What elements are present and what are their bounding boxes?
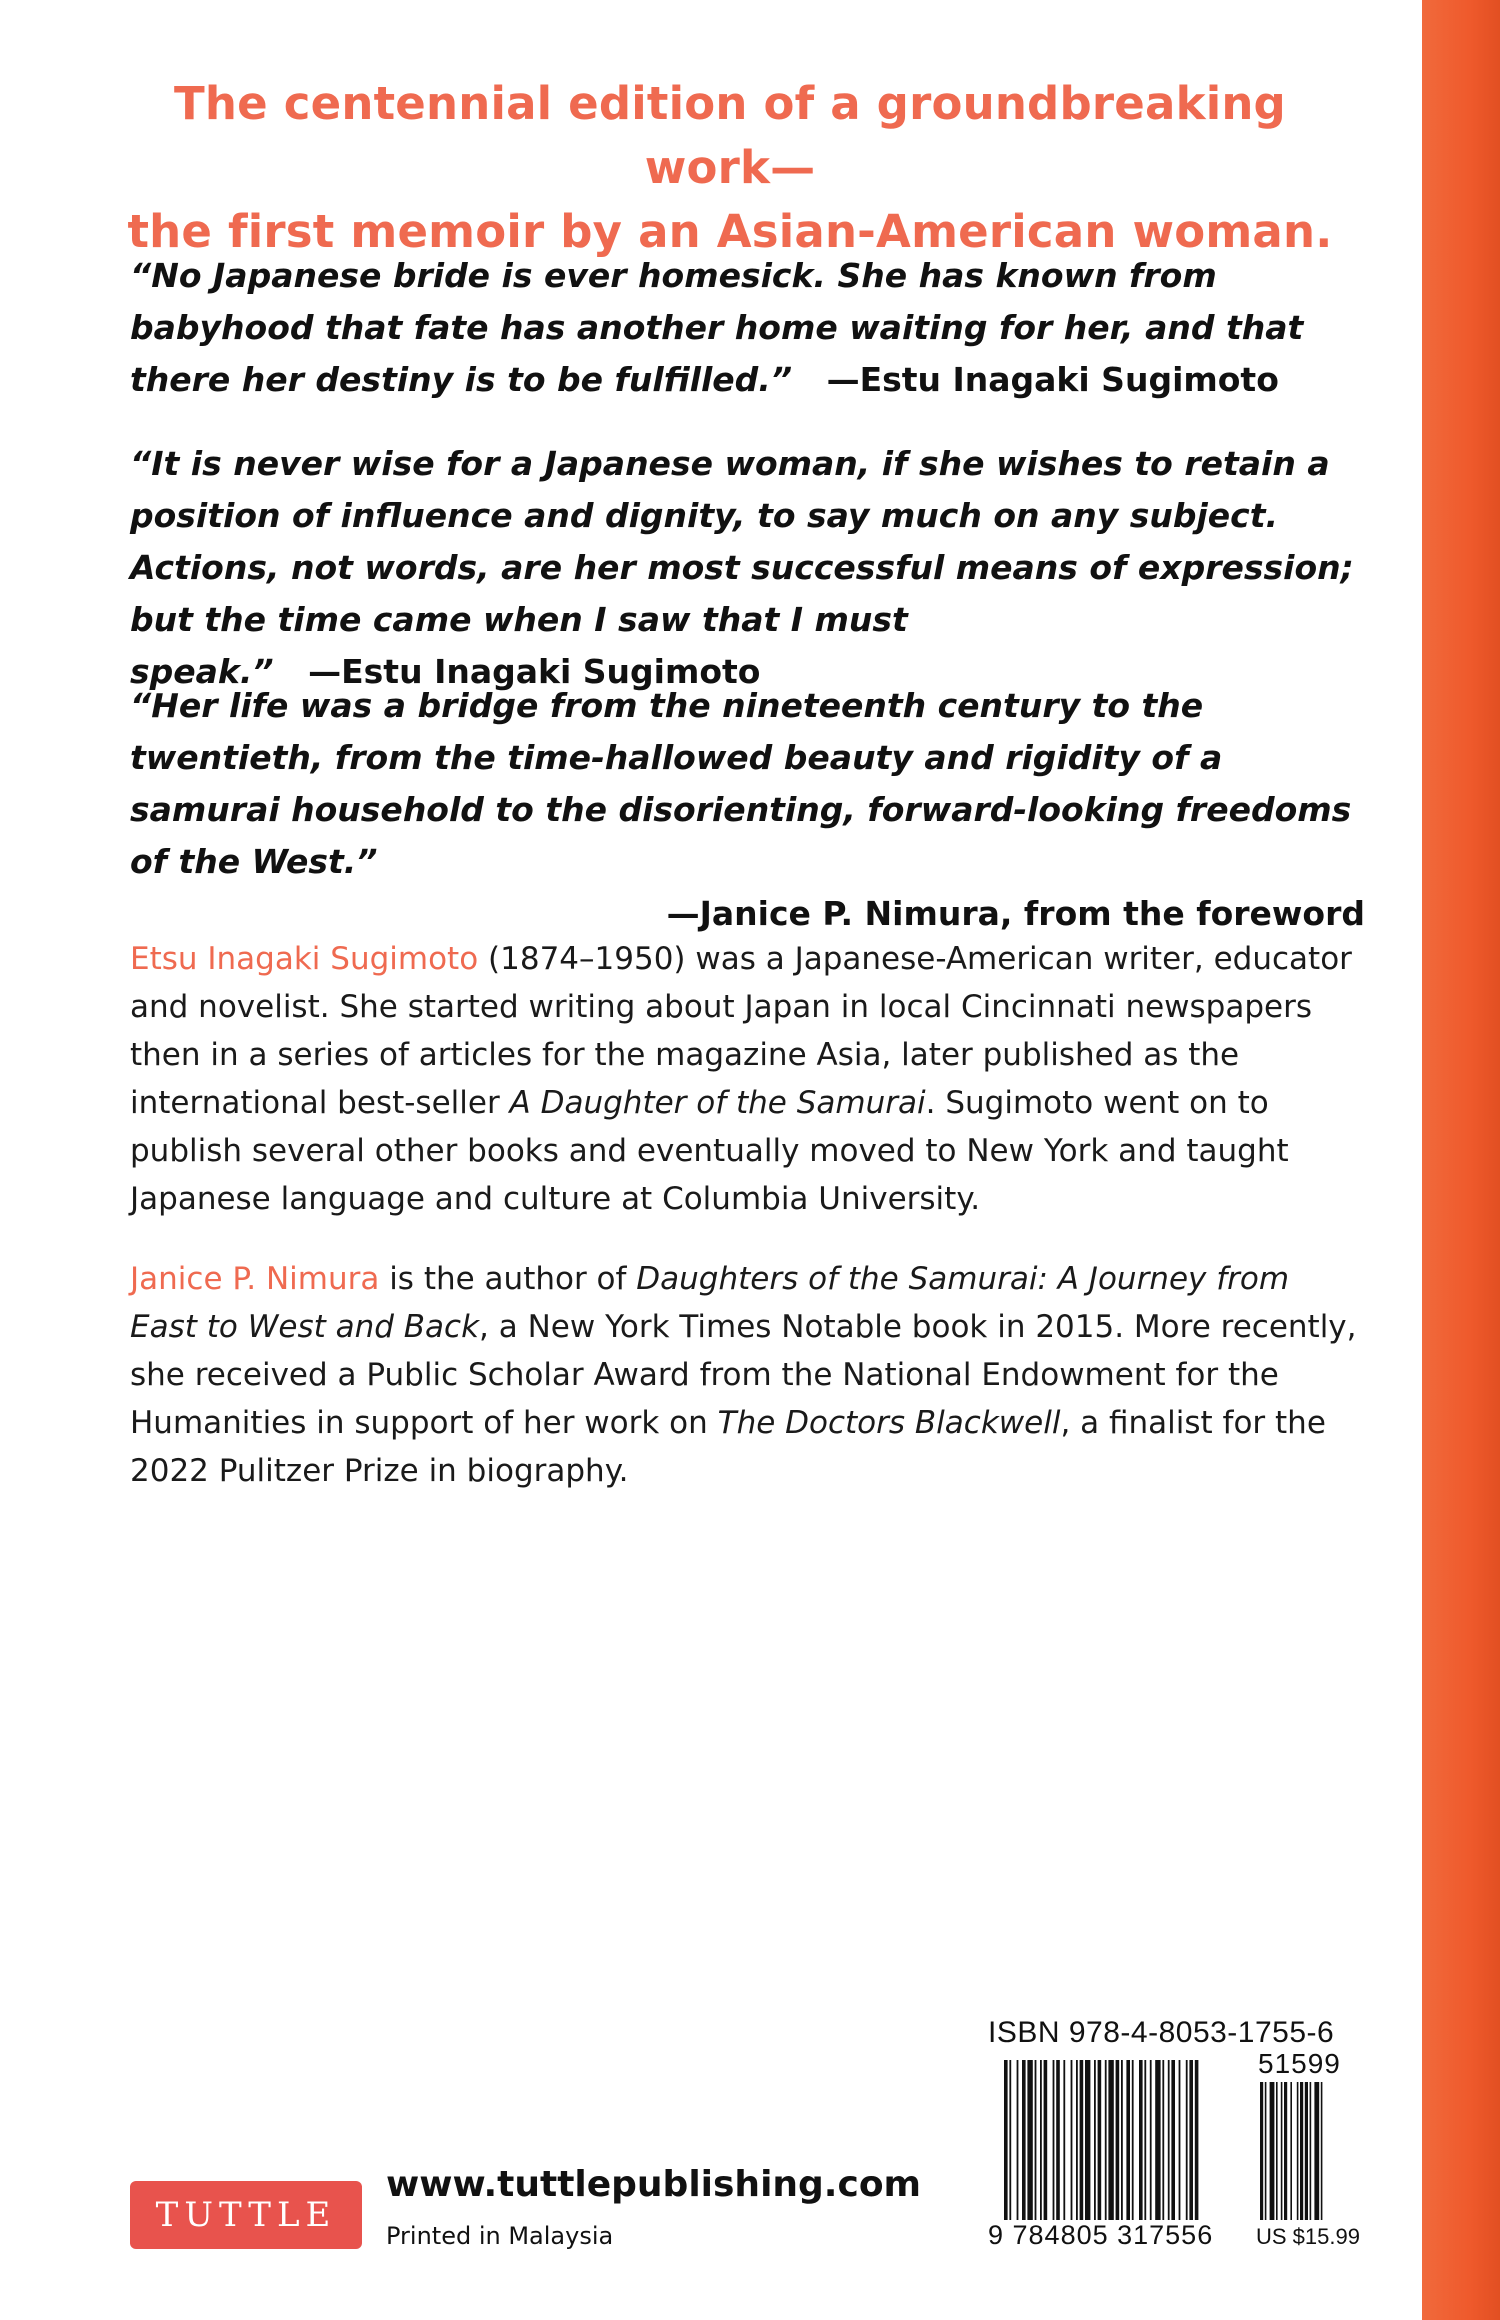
barcode-bar — [1063, 2060, 1065, 2230]
barcode-number: 9 784805 317556 — [988, 2220, 1214, 2250]
quote-3 — [130, 680, 1365, 940]
book-title: A Daughter of the Samurai — [509, 1085, 926, 1121]
quote-attribution: —Janice P. Nimura, from the foreword — [666, 894, 1365, 933]
barcode-bar — [1027, 2060, 1032, 2230]
barcode-addon-number: 51599 — [1258, 2048, 1341, 2079]
price-label: US $15.99 — [1256, 2224, 1360, 2249]
headline-line-1: The centennial edition of a groundbreaking work— — [174, 77, 1286, 194]
barcode-addon-bar — [1270, 2082, 1275, 2220]
barcode — [988, 2048, 1380, 2260]
barcode-bar — [1108, 2060, 1113, 2230]
headline — [110, 72, 1350, 264]
barcode-bar — [1126, 2060, 1130, 2230]
quote-attribution: —Estu Inagaki Sugimoto — [308, 652, 761, 691]
barcode-bar — [1040, 2060, 1042, 2230]
barcode-bar — [1121, 2060, 1123, 2230]
logo-text: TUTTLE — [155, 2195, 337, 2235]
barcode-addon-bar — [1260, 2082, 1263, 2220]
barcode-bar — [1144, 2060, 1146, 2230]
barcode-addon-bar — [1284, 2082, 1287, 2220]
barcode-bar — [1017, 2060, 1019, 2230]
barcode-bar — [1076, 2060, 1078, 2230]
barcode-bar — [1022, 2060, 1026, 2230]
barcode-addon-bar — [1314, 2082, 1319, 2220]
barcode-addon-bar — [1321, 2082, 1323, 2220]
headline-line-2: the first memoir by an Asian-American woman. — [127, 205, 1333, 258]
quote-1 — [130, 250, 1365, 406]
quote-text: “Her life was a bridge from the nineteenth century to the twentieth, from the time-hallowed beauty and rigidity of a samurai household to the disorienting, forward-looking freedoms of the West.” — [130, 686, 1352, 881]
barcode-bar — [1094, 2060, 1096, 2230]
barcode-bar — [1105, 2060, 1107, 2230]
barcode-addon-bar — [1281, 2082, 1283, 2220]
barcode-bar — [1053, 2060, 1055, 2230]
barcode-addon-bar — [1297, 2082, 1299, 2220]
author-bio — [130, 935, 1360, 1223]
barcode-bar — [1179, 2060, 1181, 2230]
publisher-website[interactable]: www.tuttlepublishing.com — [386, 2164, 922, 2205]
barcode-bar — [1116, 2060, 1120, 2230]
bio-text: , a New York Times Notable book in 2015. More recently, she received a Public Scholar Award from the National Endowment for the Humanities in support of her work on — [130, 1309, 1357, 1441]
barcode-addon-bar — [1265, 2082, 1267, 2220]
book-title: The Doctors Blackwell — [717, 1405, 1061, 1441]
barcode-bar — [1189, 2060, 1193, 2230]
quote-text: “It is never wise for a Japanese woman, if she wishes to retain a position of influence and dignity, to say much on any subject. Actions, not words, are her most successful means of expression; but the time came when I saw that I must speak.” — [130, 444, 1354, 691]
barcode-bar — [1186, 2060, 1188, 2230]
barcode-bar — [1035, 2060, 1037, 2230]
spine-color-stripe — [1422, 0, 1500, 2320]
barcode-addon-bar — [1310, 2082, 1312, 2220]
barcode-addon-bar — [1276, 2082, 1278, 2220]
isbn-label: ISBN 978-4-8053-1755-6 — [988, 2016, 1335, 2049]
tuttle-logo — [130, 2181, 362, 2249]
barcode-bar — [1150, 2060, 1152, 2230]
quote-attribution: —Estu Inagaki Sugimoto — [826, 360, 1279, 399]
barcode-bar — [1085, 2060, 1090, 2230]
barcode-bar — [1195, 2060, 1199, 2230]
barcode-bar — [1080, 2060, 1084, 2230]
author-name: Etsu Inagaki Sugimoto — [130, 941, 479, 977]
foreword-author-name: Janice P. Nimura — [130, 1261, 380, 1297]
barcode-bar — [1009, 2060, 1011, 2230]
barcode-bar — [1171, 2060, 1175, 2230]
barcode-bar — [1155, 2060, 1160, 2230]
printed-in-label: Printed in Malaysia — [386, 2222, 614, 2250]
barcode-addon-bar — [1300, 2082, 1303, 2220]
barcode-bar — [1004, 2060, 1008, 2230]
barcode-addon-bar — [1305, 2082, 1308, 2220]
book-title: Daughters of the Samurai: A Journey from East to West and Back — [130, 1261, 1290, 1345]
quote-2 — [130, 438, 1365, 698]
barcode-bar — [1044, 2060, 1048, 2230]
barcode-bar — [1168, 2060, 1170, 2230]
bio-text: , a finalist for the 2022 Pulitzer Prize in biography. — [130, 1405, 1326, 1489]
barcode-addon-bar — [1290, 2082, 1292, 2220]
barcode-bar — [1056, 2060, 1060, 2230]
quote-text: “No Japanese bride is ever homesick. She has known from babyhood that fate has another home waiting for her, and that there her destiny is to be fulfilled.” — [130, 256, 1304, 399]
bio-text: (1874–1950) was a Japanese-American writer, educator and novelist. She started writing about Japan in local Cincinnati newspapers then in a series of articles for the magazine Asia, later published as the international best-seller — [130, 941, 1352, 1121]
bio-text: . Sugimoto went on to publish several other books and eventually moved to New York and taught Japanese language and culture at Columbia University. — [130, 1085, 1289, 1217]
barcode-bar — [1139, 2060, 1143, 2230]
barcode-bar — [1162, 2060, 1164, 2230]
barcode-bar — [1071, 2060, 1073, 2230]
barcode-bar — [1132, 2060, 1134, 2230]
foreword-author-bio — [130, 1255, 1360, 1495]
bio-text: is the author of — [379, 1261, 637, 1297]
barcode-bar — [1098, 2060, 1102, 2230]
